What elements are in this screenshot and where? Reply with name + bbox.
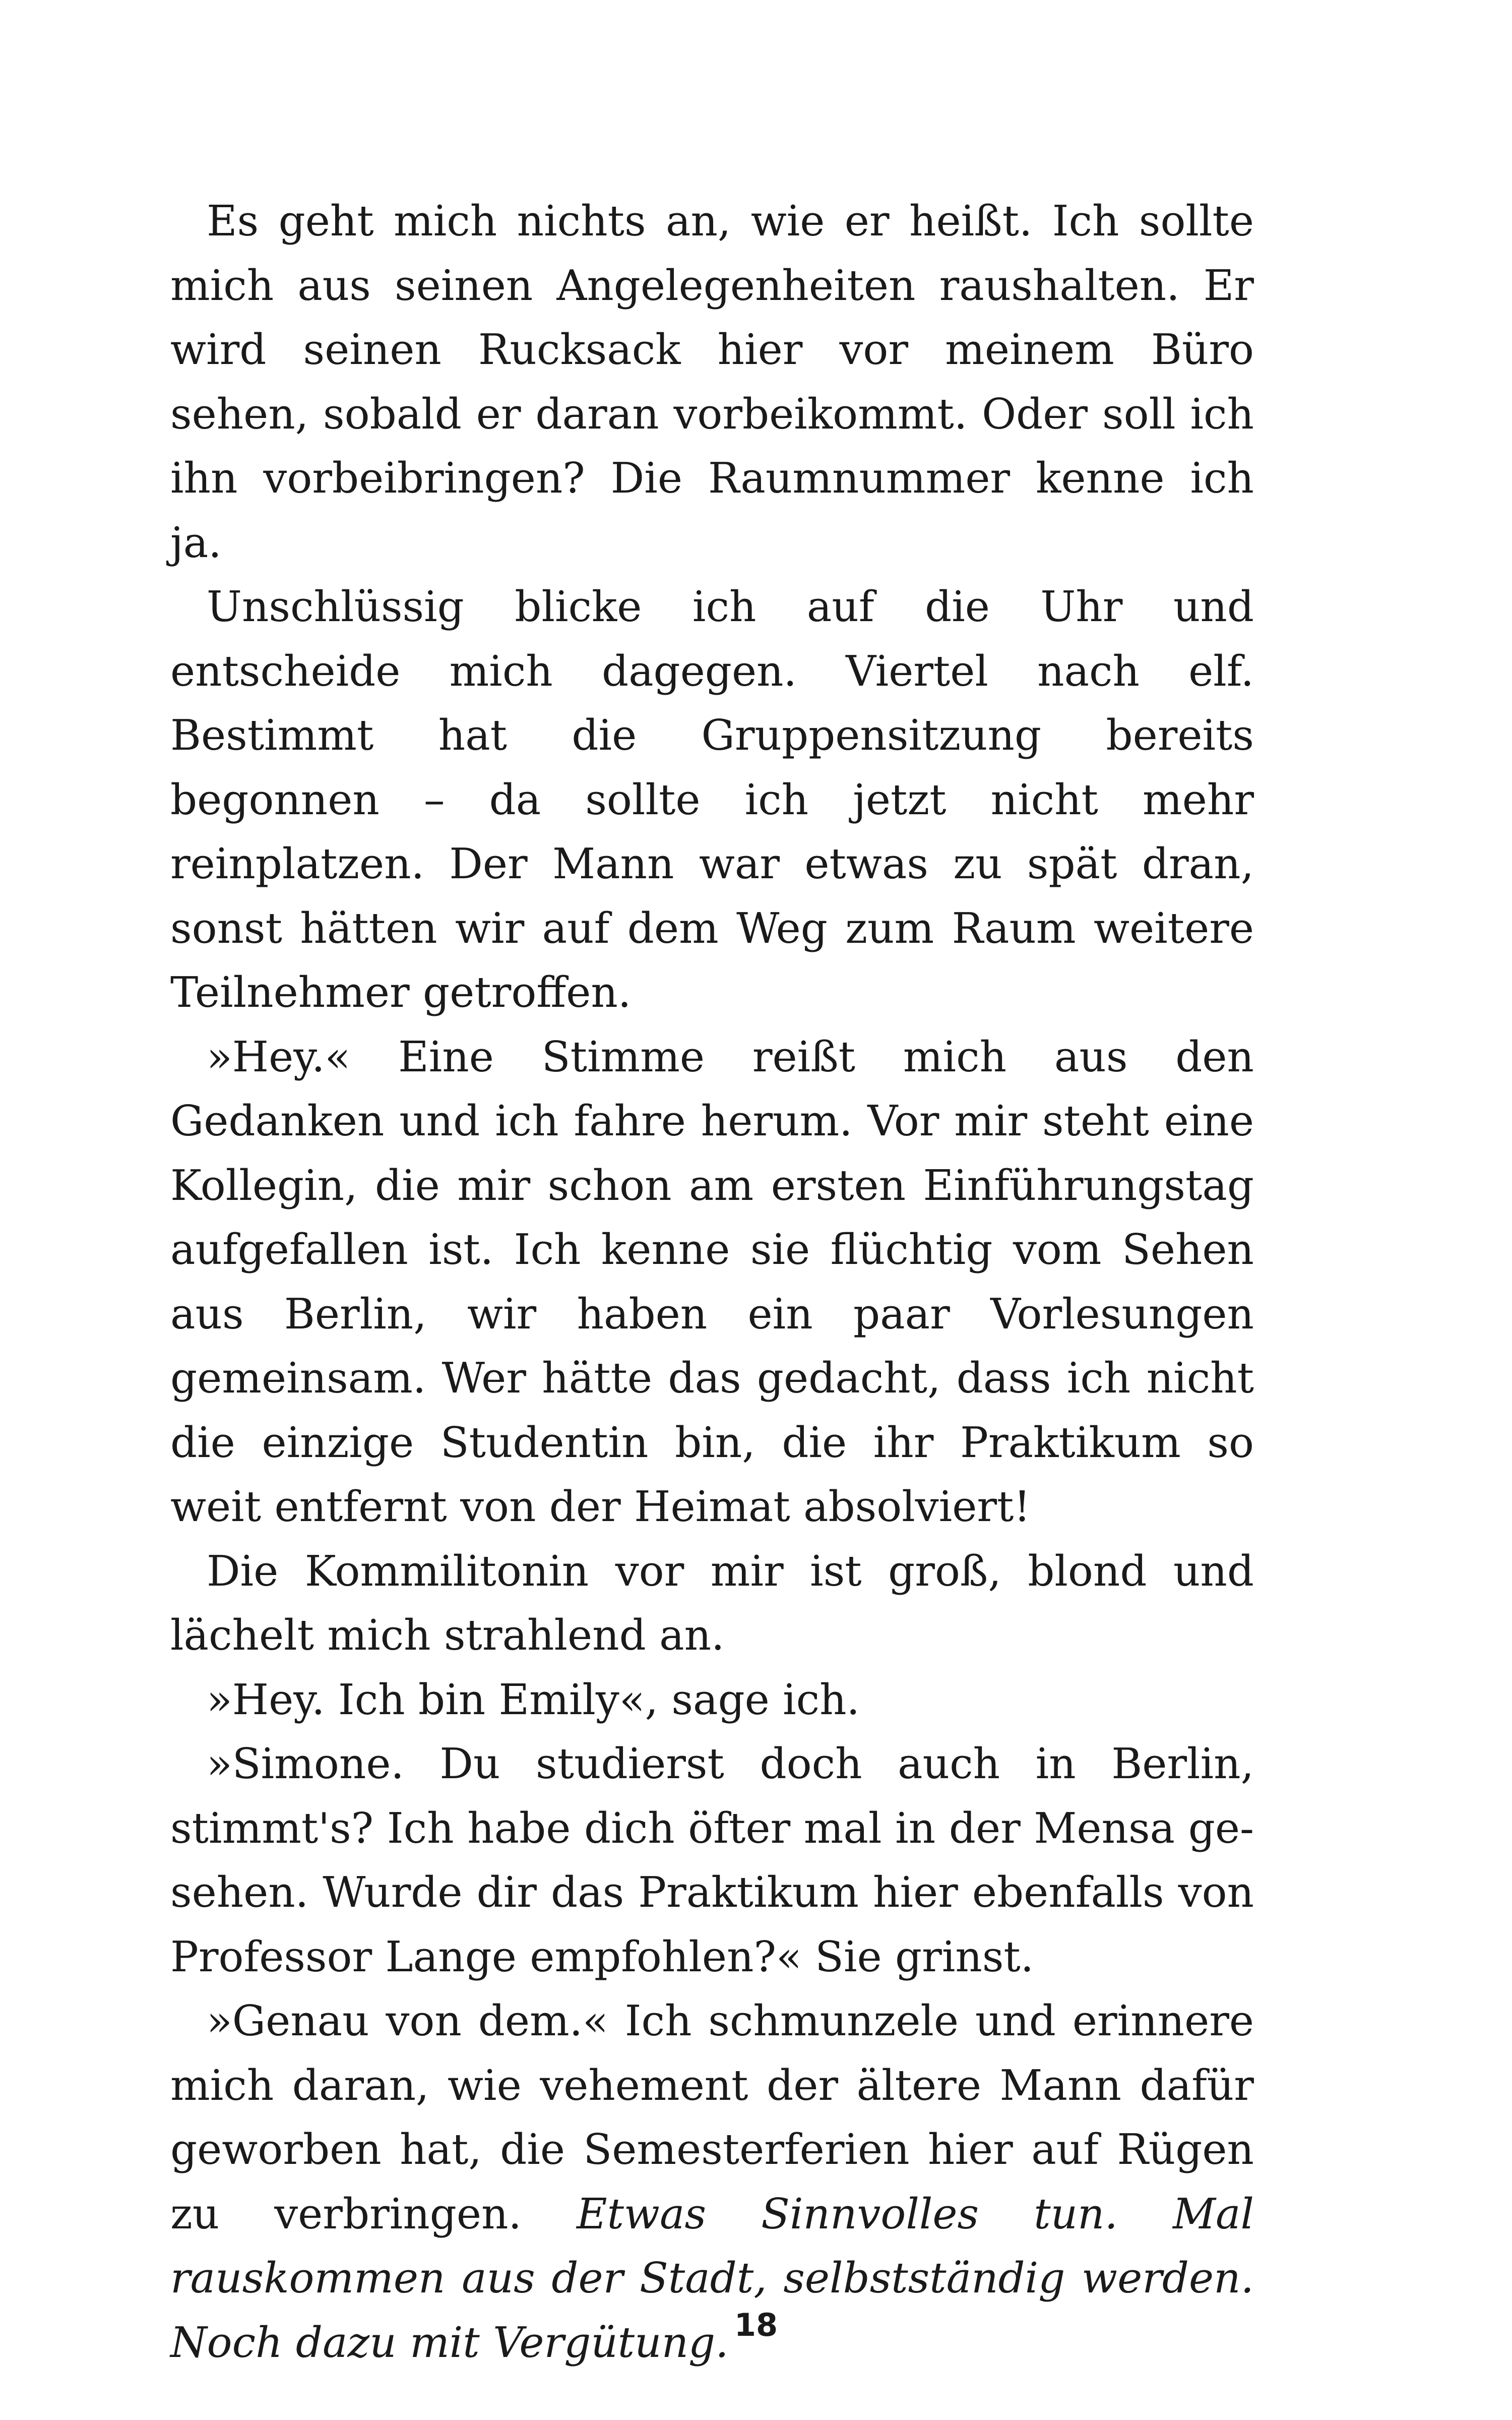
page-number: 18: [734, 2307, 778, 2343]
paragraph-7-text: »Genau von dem.« Ich schmunzele und erinnere mich daran, wie vehement der ältere Mann dafür geworben hat, die Semesterferien hier auf Rügen zu verbringen.: [170, 1996, 1254, 2238]
paragraph-7-italic: Etwas Sinnvolles tun. Mal rauskommen aus der Stadt, selbstständig werden. Noch dazu mit Vergütung.: [170, 2189, 1254, 2367]
paragraph-5: »Hey. Ich bin Emily«, sage ich.: [207, 1675, 860, 1724]
paragraph-3: »Hey.« Eine Stimme reißt mich aus den Gedanken und ich fahre herum. Vor mir steht eine Kollegin, die mir schon am ersten Einführungstag aufgefallen ist. Ich kenne sie flüchtig vom Sehen aus Berlin, wir haben ein paar Vorlesungen gemeinsam. Wer hätte das gedacht, dass ich nicht die einzige Studentin bin, die ihr Praktikum so weit entfernt von der Heimat absolviert!: [170, 1032, 1254, 1531]
paragraph-2: Unschlüssig blicke ich auf die Uhr und entscheide mich dagegen. Viertel nach elf. Bestimmt hat die Gruppensitzung bereits begonnen – da sollte ich jetzt nicht mehr reinplatzen. Der Mann war etwas zu spät dran, sonst hätten wir auf dem Weg zum Raum weitere Teilnehmer getroffen.: [170, 582, 1254, 1017]
paragraph-1: Es geht mich nichts an, wie er heißt. Ich sollte mich aus seinen Angelegenheiten raushalten. Er wird seinen Rucksack hier vor meinem Büro sehen, sobald er daran vorbeikommt. Oder soll ich ihn vorbeibringen? Die Raumnummer kenne ich ja.: [170, 197, 1254, 567]
body-text: [170, 189, 1254, 2375]
paragraph-4: Die Kommilitonin vor mir ist groß, blond und lächelt mich strahlend an.: [170, 1546, 1254, 1660]
paragraph-6: »Simone. Du studierst doch auch in Berlin, stimmt's? Ich habe dich öfter mal in der Mensa gesehen. Wurde dir das Praktikum hier ebenfalls von Professor Lange empfohlen?« Sie grinst.: [170, 1739, 1254, 1981]
